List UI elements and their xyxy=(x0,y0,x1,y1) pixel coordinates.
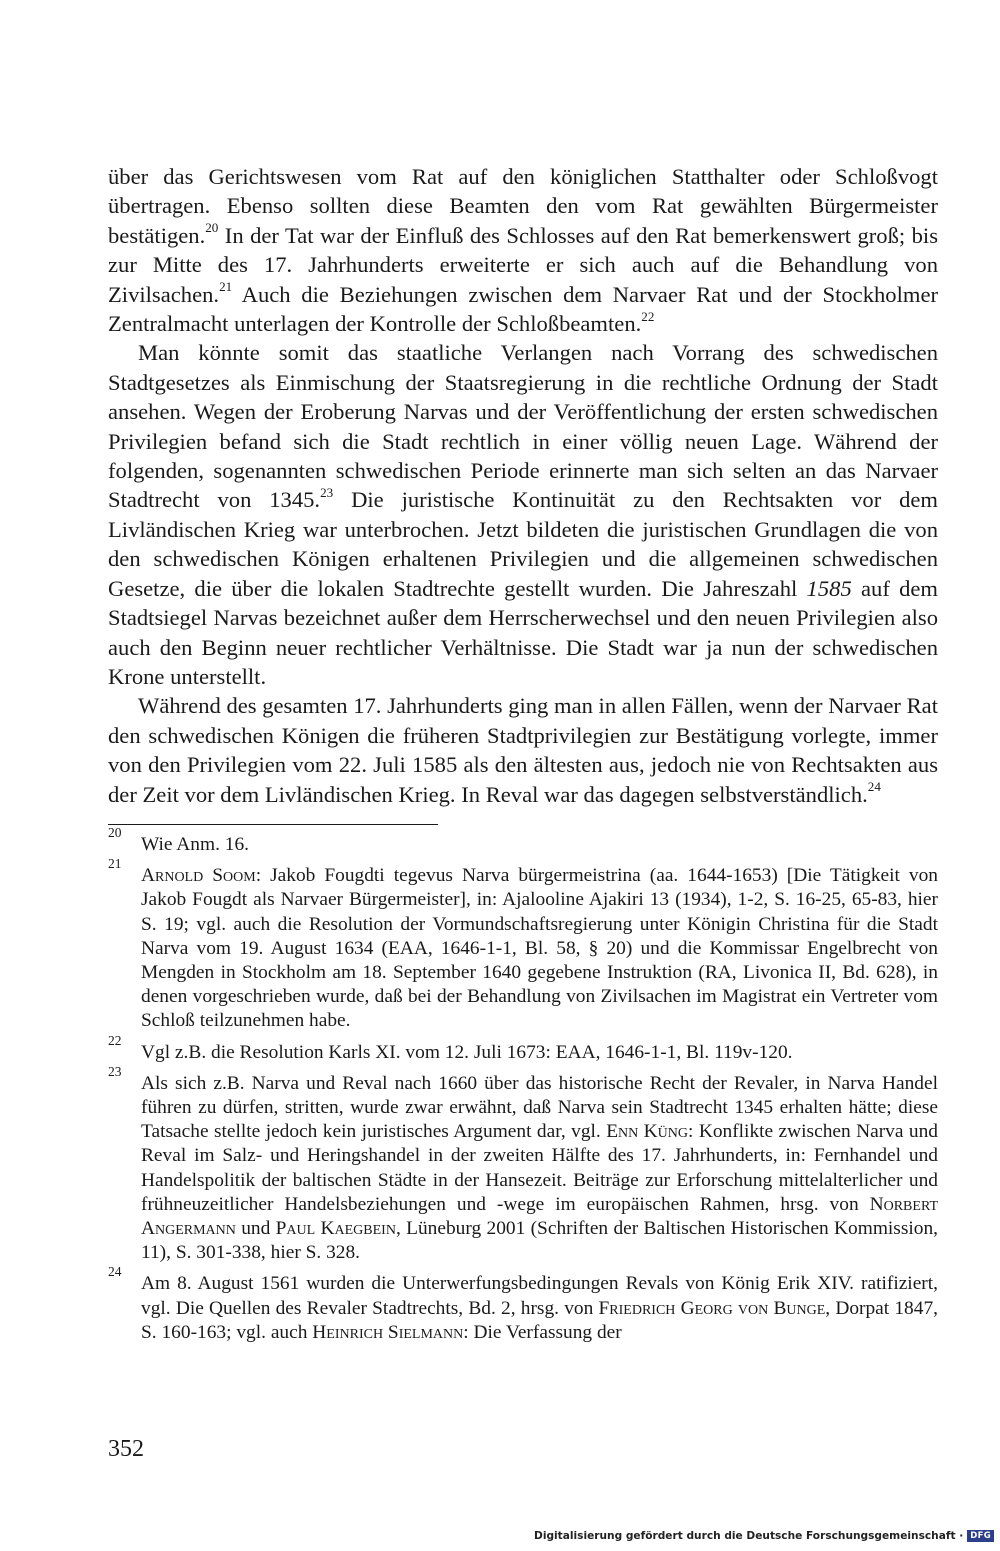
author-name: Enn Küng xyxy=(606,1121,689,1143)
footnote-20: 20 Wie Anm. 16. xyxy=(108,825,250,855)
paragraph-2: Man könnte somit das staatliche Verlangen nach Vorrang des schwedischen Stadtgesetzes als Einmischung der Staatsregierung in die rechtliche Ordnung der Stadt ansehen. Wegen der Eroberung Narvas und der Veröffentlichung der ersten schwedischen Privilegien befand sich die Stadt rechtlich in einer völlig neuen Lage. Während der folgenden, sogenannten schwedischen Periode erinnerte man sich selten an das Narvaer Stadtrecht von 1345.23 Die juristische Kontinuität zu den Rechtsakten vor dem Livländischen Krieg war unterbrochen. Jetzt bildeten die juristischen Grundlagen die von den schwedischen Königen erhaltenen Privilegien und die allgemeinen schwedischen Gesetze, die über die lokalen Stadtrechte gestellt wurden. Die Jahreszahl 1585 auf dem Stadtsiegel Narvas bezeichnet außer dem Herrscherwechsel und den neuen Privilegien also auch den Beginn neuer rechtlicher Verhältnisse. Die Stadt war ja nun der schwedischen Krone unterstellt. xyxy=(108,340,939,689)
footnote-number: 21 xyxy=(108,856,122,872)
footnote-separator xyxy=(108,824,438,825)
footer-text: Digitalisierung gefördert durch die Deutsche Forschungsgemeinschaft · xyxy=(534,1530,964,1542)
main-text xyxy=(108,162,938,809)
page-number: 352 xyxy=(108,1436,144,1462)
author-name: Paul Kaegbein xyxy=(275,1218,396,1240)
footnote-ref[interactable]: 21 xyxy=(219,279,233,295)
paragraph-3: Während des gesamten 17. Jahrhunderts ging man in allen Fällen, wenn der Narvaer Rat den schwedischen Königen die früheren Stadtprivilegien zur Bestätigung vorlegte, immer von den Privilegien vom 22. Juli 1585 als den ältesten aus, jedoch nie von Rechtsakten aus der Zeit vor dem Livländischen Krieg. In Reval war das dagegen selbstverständlich.$^{24}$ xyxy=(108,693,938,807)
footnote-ref[interactable]: 22 xyxy=(641,308,655,324)
footnote-number: 20 xyxy=(108,825,122,840)
author-name: Arnold Soom xyxy=(141,865,256,887)
author-name: Heinrich Sielmann xyxy=(312,1321,464,1343)
footnote-number: 22 xyxy=(108,1032,122,1048)
footnote-ref[interactable]: 20 xyxy=(205,220,219,236)
author-name: Norbert Angermann xyxy=(141,1193,938,1240)
footnote-number: 24 xyxy=(108,1264,122,1280)
year-italic: 1585 xyxy=(806,575,852,601)
footnote-23: 23 Als sich z.B. Narva und Reval nach 1660 über das historische Recht der Revaler, in Narva Handel führen zu dürfen, stritten, wurde zwar erwähnt, daß Narva sein Stadtrecht 1345 erhalten hätte; diese Tatsache stellte jedoch kein juristisches Argument dar, vgl. Enn Küng: Konflikte zwischen Narva und Reval im Salz- und Heringshandel in der zweiten Hälfte des 17. Jahrhunderts, in: Fernhandel und Handelspolitik der baltischen Städte in der Hansezeit. Beiträge zur Erforschung mittelalterlicher und frühneuzeitlicher Handelsbeziehungen und -wege im europäischen Rahmen, hrsg. von Norbert Angermann und Paul Kaegbein, Lüneburg 2001 (Schriften der Baltischen Historischen Kommission, 11), S. 301-338, hier S. 328. xyxy=(108,1063,939,1264)
footnote-ref[interactable]: 23 xyxy=(320,484,334,500)
digitization-footer xyxy=(534,1530,994,1542)
dfg-logo: DFG xyxy=(967,1530,994,1542)
footnote-22: 22 Vgl z.B. die Resolution Karls XI. vom 12. Juli 1673: EAA, 1646-1-1, Bl. 119v-120. xyxy=(108,1032,793,1063)
author-name: Friedrich Georg von Bunge xyxy=(598,1297,826,1319)
paragraph-1: über das Gerichtswesen vom Rat auf den königlichen Statthalter oder Schloßvogt übertragen. Ebenso sollten diese Beamten den vom Rat gewählten Bürgermeister bestätigen.$^{20}$ In der Tat war der Einfluß des Schlosses auf den Rat bemerkenswert groß; bis zur Mitte des 17. Jahrhunderts erweiterte er sich auch auf die Behandlung von Zivilsachen.$^{21}$ Auch die Beziehungen zwischen dem Narvaer Rat und der Stockholmer Zentralmacht unterlagen der Kontrolle der Schloßbeamten.$^{22}$ xyxy=(108,164,938,337)
footnote-21: 21 Arnold Soom: Jakob Fougdti tegevus Narva bürgermeistrina (aa. 1644-1653) [Die Tätigkeit von Jakob Fougdt als Narvaer Bürgermeister], in: Ajalooline Ajakiri 13 (1934), 1-2, S. 16-25, 65-83, hier S. 19; vgl. auch die Resolution der Vormundschaftsregierung unter Königin Christina für die Stadt Narva vom 19. August 1634 (EAA, 1646-1-1, Bl. 58, § 20) und die Kommissar Engelbrecht von Mengden in Stockholm am 18. September 1640 gegebene Instruktion (RA, Livonica II, Bd. 628), in denen vorgeschrieben wurde, daß bei der Behandlung von Zivilsachen im Magistrat ein Vertreter vom Schloß teilzunehmen habe. xyxy=(108,856,939,1032)
footnote-number: 23 xyxy=(108,1063,122,1079)
footnote-24: 24 Am 8. August 1561 wurden die Unterwerfungsbedingungen Revals von König Erik XIV. ratifiziert, vgl. Die Quellen des Revaler Stadtrechts, Bd. 2, hrsg. von Friedrich Georg von Bunge, Dorpat 1847, S. 160-163; vgl. auch Heinrich Sielmann: Die Verfassung der xyxy=(108,1264,938,1343)
footnotes xyxy=(108,825,939,1352)
footnote-ref[interactable]: 24 xyxy=(867,779,881,795)
